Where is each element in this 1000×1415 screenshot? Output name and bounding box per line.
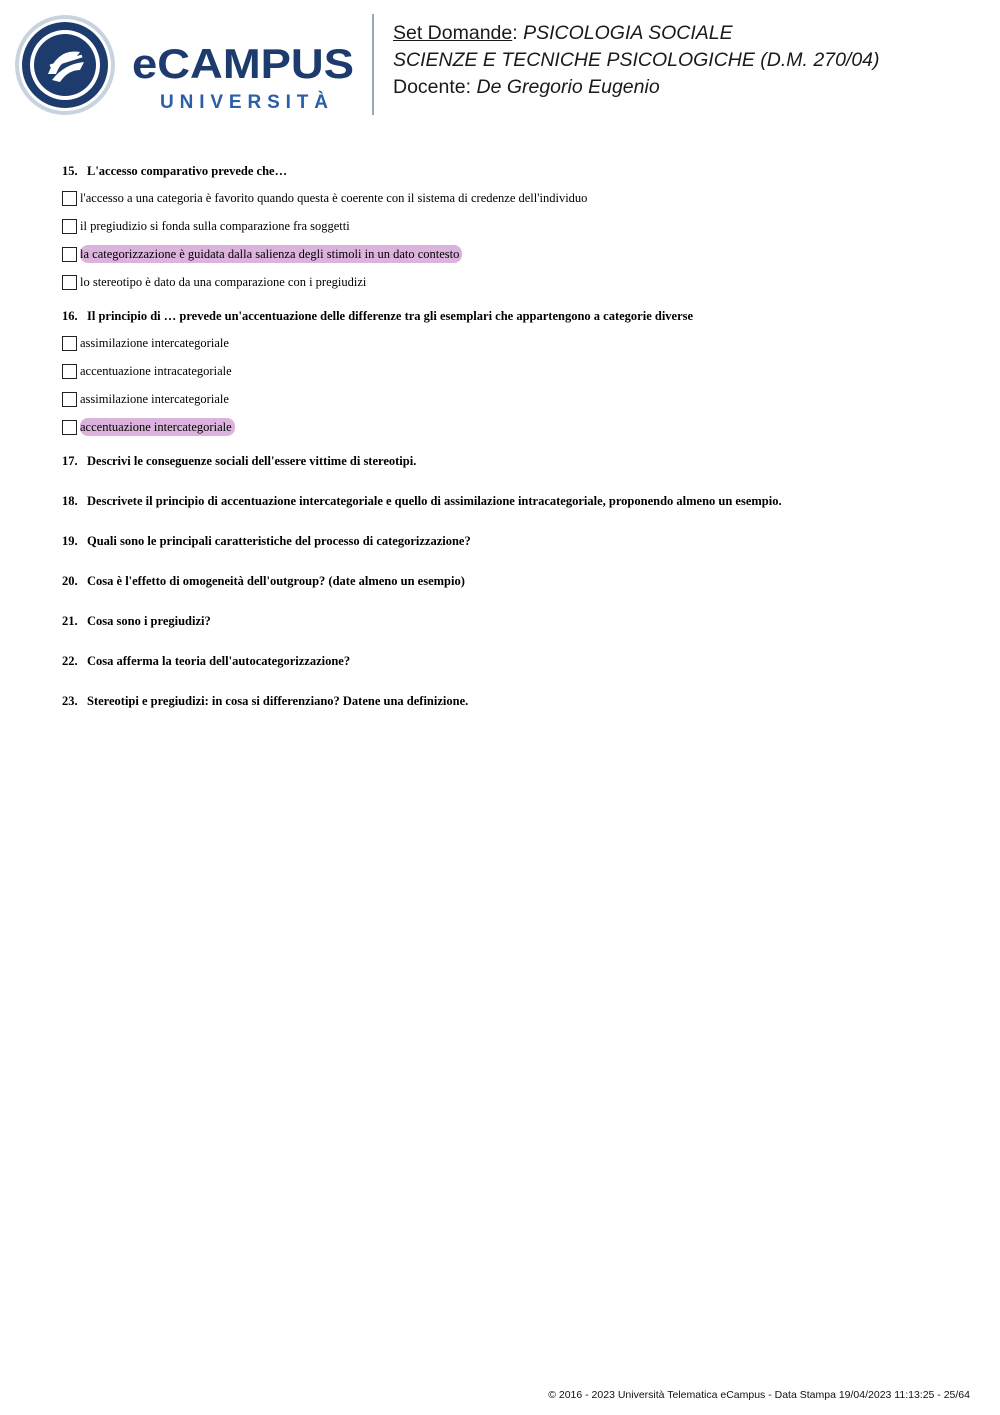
question-number: 20. [62,574,78,588]
option-text: assimilazione intercategoriale [80,391,229,406]
question-number: 16. [62,309,78,323]
question-20 [62,572,942,590]
question-text: Cosa sono i pregiudizi? [87,614,211,628]
question-text: Descrivete il principio di accentuazione intercategoriale e quello di assimilazione intracategoriale, proponendo almeno un esempio. [87,494,782,508]
teacher-label: Docente: [393,76,472,98]
question-number: 17. [62,454,78,468]
question-number: 22. [62,654,78,668]
question-number: 21. [62,614,78,628]
question-18 [62,492,942,510]
answer-option[interactable] [62,216,942,236]
question-title [62,612,942,630]
answer-option[interactable] [62,272,942,292]
answer-checkbox[interactable] [62,336,77,351]
question-number: 19. [62,534,78,548]
question-text: Cosa è l'effetto di omogeneità dell'outgroup? (date almeno un esempio) [87,574,465,588]
question-text: Il principio di … prevede un'accentuazione delle differenze tra gli esemplari che appartengono a categorie diverse [87,309,694,323]
header-divider [372,14,374,115]
question-number: 23. [62,694,78,708]
set-name: PSICOLOGIA SOCIALE [523,22,733,44]
option-text: lo stereotipo è dato da una comparazione con i pregiudizi [80,274,367,289]
question-text: Cosa afferma la teoria dell'autocategorizzazione? [87,654,351,668]
question-number: 18. [62,494,78,508]
ecampus-wordmark-logo [130,38,360,116]
option-text-highlighted: la categorizzazione è guidata dalla salienza degli stimoli in un dato contesto [80,245,462,263]
page-header [0,0,1000,130]
set-line: Set Domande: PSICOLOGIA SOCIALE [393,22,733,44]
answer-checkbox[interactable] [62,420,77,435]
teacher-name: De Gregorio Eugenio [476,76,660,98]
question-title [62,652,942,670]
set-label: Set Domande [393,22,513,44]
course-line [393,47,880,74]
answer-option[interactable] [62,333,942,353]
page-footer: © 2016 - 2023 Università Telematica eCampus - Data Stampa 19/04/2023 11:13:25 - 25/64 [548,1389,970,1401]
answer-checkbox[interactable] [62,392,77,407]
option-text: accentuazione intracategoriale [80,363,232,378]
question-15 [62,162,942,292]
logo-main-text: eCAMPUS [132,40,354,87]
answer-checkbox[interactable] [62,275,77,290]
question-16 [62,307,942,437]
answer-checkbox[interactable] [62,247,77,262]
answer-option[interactable] [62,389,942,409]
question-title [62,162,942,180]
question-19 [62,532,942,550]
question-21 [62,612,942,630]
university-seal-logo [14,14,116,116]
option-text: il pregiudizio si fonda sulla comparazione fra soggetti [80,218,350,233]
answer-option[interactable] [62,188,942,208]
answer-checkbox[interactable] [62,364,77,379]
question-title [62,532,942,550]
course-name: SCIENZE E TECNICHE PSICOLOGICHE (D.M. 270/04) [393,49,880,71]
question-title [62,452,942,470]
answer-checkbox[interactable] [62,219,77,234]
question-title [62,492,942,510]
question-text: L'accesso comparativo prevede che… [87,164,288,178]
question-17 [62,452,942,470]
question-23 [62,692,942,710]
question-text: Stereotipi e pregiudizi: in cosa si differenziano? Datene una definizione. [87,694,469,708]
question-title [62,692,942,710]
question-text: Descrivi le conseguenze sociali dell'essere vittime di stereotipi. [87,454,417,468]
answer-checkbox[interactable] [62,191,77,206]
answer-option[interactable] [62,361,942,381]
question-title [62,307,942,325]
option-text: l'accesso a una categoria è favorito quando questa è coerente con il sistema di credenze dell'individuo [80,190,588,205]
question-text: Quali sono le principali caratteristiche del processo di categorizzazione? [87,534,471,548]
set-info [393,20,880,101]
option-text-highlighted: accentuazione intercategoriale [80,418,235,436]
question-title [62,572,942,590]
answer-option-highlighted[interactable] [62,244,942,264]
option-text: assimilazione intercategoriale [80,335,229,350]
teacher-line [393,74,880,101]
answer-option-highlighted[interactable] [62,417,942,437]
question-number: 15. [62,164,78,178]
logo-sub-text: UNIVERSITÀ [160,92,328,113]
question-list [62,162,942,732]
question-22 [62,652,942,670]
